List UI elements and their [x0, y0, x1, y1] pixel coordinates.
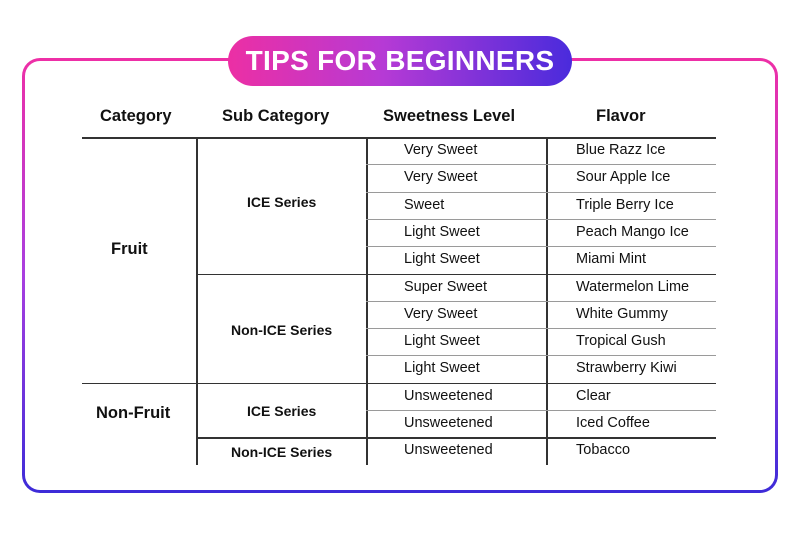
row-divider [366, 219, 716, 220]
header-sub-category: Sub Category [222, 107, 330, 125]
sweetness-cell: Unsweetened [404, 415, 493, 431]
row-divider [366, 192, 716, 193]
page-title: TIPS FOR BEGINNERS [245, 45, 555, 76]
category-non-fruit: Non-Fruit [96, 404, 171, 422]
header-flavor: Flavor [596, 107, 646, 125]
sweetness-cell: Unsweetened [404, 387, 493, 404]
sweetness-cell: Light Sweet [404, 360, 480, 377]
flavor-cell: Strawberry Kiwi [576, 360, 677, 377]
column-divider [196, 137, 198, 465]
flavor-cell: Watermelon Lime [576, 278, 690, 295]
subcategory-nonfruit-non-ice: Non-ICE Series [231, 444, 333, 460]
sweetness-cell: Light Sweet [404, 251, 480, 268]
row-divider [366, 301, 716, 302]
header-sweetness-level: Sweetness Level [383, 107, 516, 125]
sweetness-cell: Very Sweet [404, 169, 478, 186]
subcategory-nonfruit-ice: ICE Series [247, 403, 317, 419]
row-divider [366, 410, 716, 411]
sweetness-cell: Light Sweet [404, 333, 480, 350]
flavor-cell: Tobacco [576, 442, 631, 459]
flavor-cell: Iced Coffee [576, 415, 650, 431]
row-divider [196, 274, 716, 276]
sweetness-cell: Sweet [404, 196, 445, 213]
flavor-cell: Tropical Gush [576, 333, 666, 350]
row-divider [366, 328, 716, 329]
sweetness-cell: Very Sweet [404, 142, 478, 158]
flavor-cell: Peach Mango Ice [576, 223, 689, 240]
sweetness-cell: Very Sweet [404, 305, 478, 322]
sweetness-cell: Super Sweet [404, 278, 488, 295]
flavor-cell: Triple Berry Ice [576, 196, 674, 213]
row-divider [82, 383, 716, 385]
subcategory-fruit-non-ice: Non-ICE Series [231, 322, 333, 338]
row-divider [366, 246, 716, 247]
row-divider [196, 437, 716, 439]
flavor-cell: White Gummy [576, 305, 668, 322]
flavor-cell: Clear [576, 387, 611, 404]
sweetness-cell: Unsweetened [404, 442, 493, 459]
flavor-cell: Miami Mint [576, 251, 647, 268]
row-divider [366, 355, 716, 356]
category-fruit: Fruit [111, 240, 148, 258]
subcategory-fruit-ice: ICE Series [247, 194, 317, 210]
title-banner [228, 36, 572, 86]
sweetness-cell: Light Sweet [404, 223, 480, 240]
flavor-cell: Sour Apple Ice [576, 169, 671, 186]
row-divider [366, 164, 716, 165]
flavor-cell: Blue Razz Ice [576, 142, 666, 158]
header-divider [82, 137, 716, 139]
header-category: Category [100, 107, 172, 125]
